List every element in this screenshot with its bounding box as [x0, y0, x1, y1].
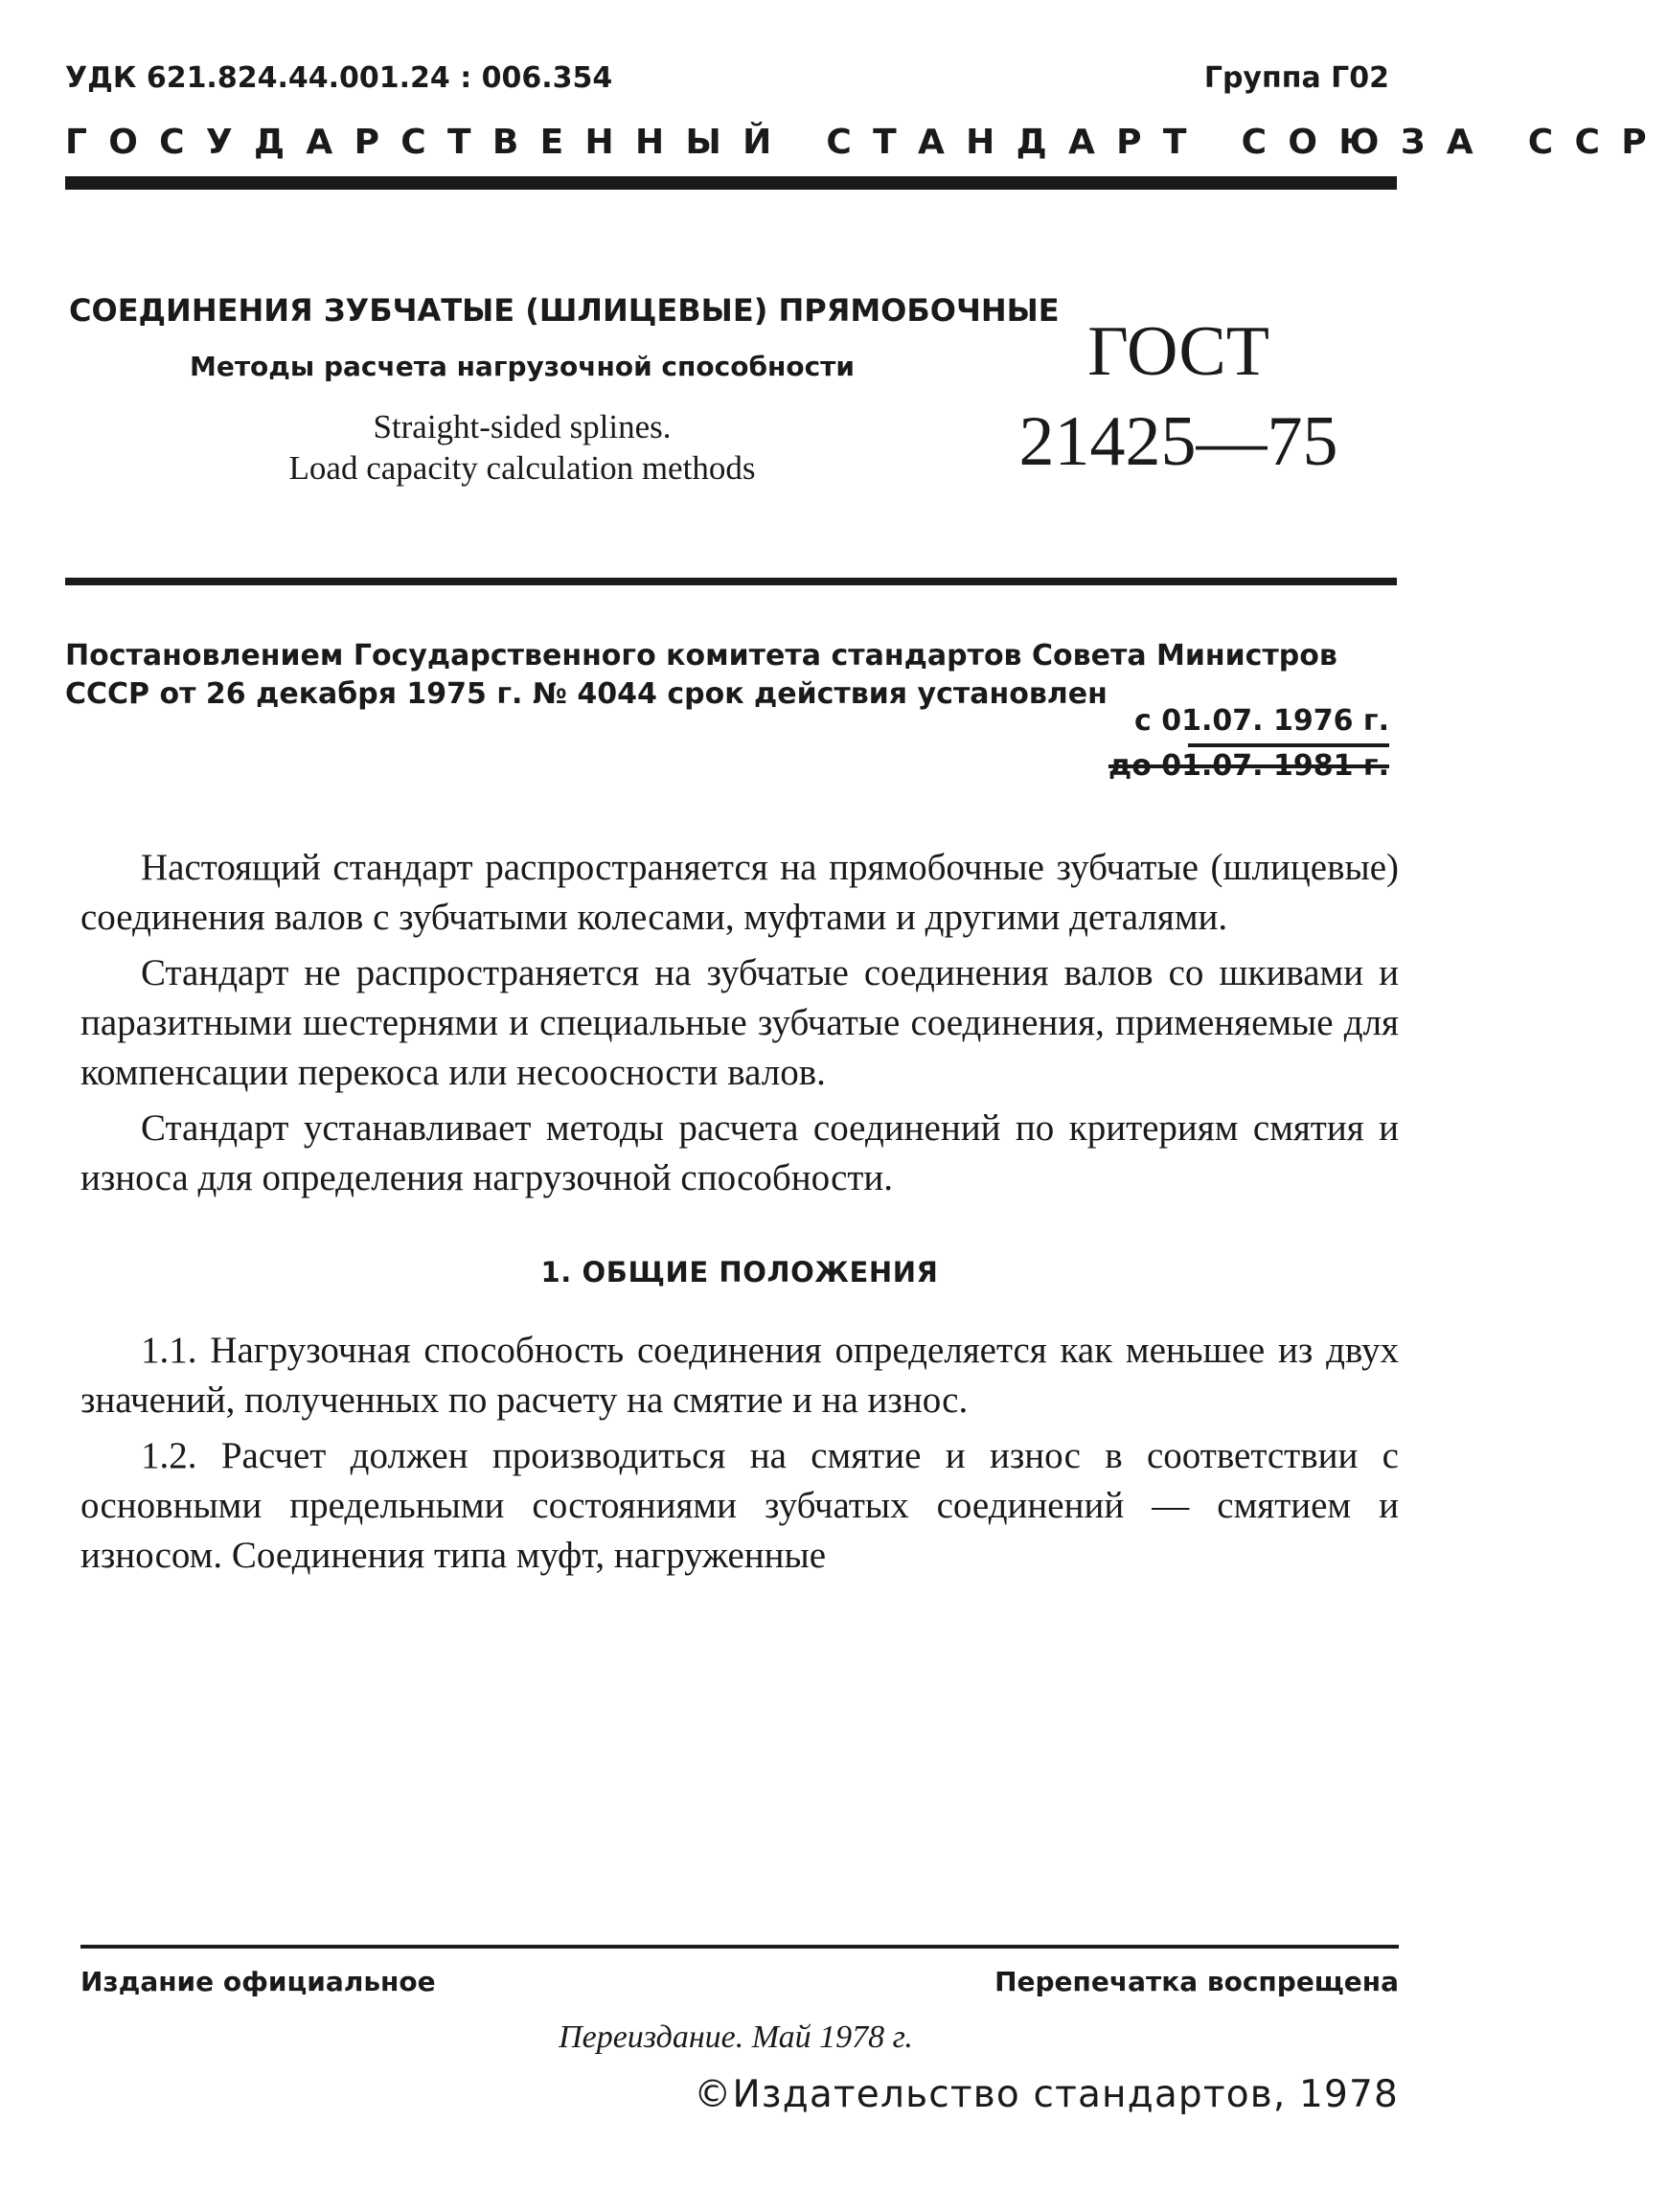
english-title-line-1: Straight-sided splines. — [373, 408, 672, 445]
document-title: СОЕДИНЕНИЯ ЗУБЧАТЫЕ (ШЛИЦЕВЫЕ) ПРЯМОБОЧНЫЕ — [69, 292, 1060, 329]
official-edition-label: Издание официальное — [80, 1966, 436, 1997]
group-code: Группа Г02 — [1203, 61, 1389, 95]
reissue-note: Переиздание. Май 1978 г. — [559, 2019, 913, 2055]
valid-from-date: с 01.07. 1976 г. — [1134, 704, 1389, 738]
paragraph-methods: Стандарт устанавливает методы расчета соединений по критериям смятия и износа для определения нагрузочной способности. — [80, 1107, 1399, 1198]
gost-label: ГОСТ — [1087, 312, 1269, 391]
paragraph-exclusions: Стандарт не распространяется на зубчатые соединения валов со шкивами и паразитными шестернями и специальные зубчатые соединения, применяемые для компенсации перекоса или несоосности валов. — [80, 952, 1399, 1093]
bottom-divider — [80, 1945, 1399, 1949]
copyright-line: ©Издательство стандартов, 1978 — [694, 2073, 1399, 2116]
no-reprint-label: Перепечатка воспрещена — [994, 1966, 1399, 1997]
paragraph-scope: Настоящий стандарт распространяется на прямобочные зубчатые (шлицевые) соединения валов с зубчатыми колесами, муфтами и другими деталями. — [80, 847, 1399, 938]
body-text — [80, 843, 1399, 1586]
document-subtitle: Методы расчета нагрузочной способности — [189, 351, 856, 382]
paragraph-1-2: 1.2. Расчет должен производиться на смятие и износ в соответствии с основными предельными состояниями зубчатых соединений — смятием и износом. Соединения типа муфт, нагруженные — [80, 1435, 1399, 1576]
valid-from-underline — [1188, 743, 1389, 747]
english-title — [0, 406, 1044, 489]
state-standard-heading: ГОСУДАРСТВЕННЫЙ СТАНДАРТ СОЮЗА ССР — [65, 123, 1668, 162]
paragraph-1-1: 1.1. Нагрузочная способность соединения определяется как меньшее из двух значений, полученных по расчету на смятие и на износ. — [80, 1330, 1399, 1421]
english-title-line-2: Load capacity calculation methods — [288, 449, 756, 487]
decree-text: Постановлением Государственного комитета стандартов Совета Министров СССР от 26 декабря 1975 г. № 4044 срок действия установлен — [65, 639, 1337, 711]
top-divider — [65, 176, 1397, 190]
valid-until-date-struck: до 01.07. 1981 г. — [1108, 749, 1389, 783]
udk-code: УДК 621.824.44.001.24 : 006.354 — [65, 61, 613, 95]
gost-designation — [996, 307, 1360, 487]
gost-number: 21425—75 — [1018, 402, 1338, 481]
middle-divider — [65, 578, 1397, 585]
section-heading: 1. ОБЩИЕ ПОЛОЖЕНИЯ — [540, 1256, 939, 1288]
